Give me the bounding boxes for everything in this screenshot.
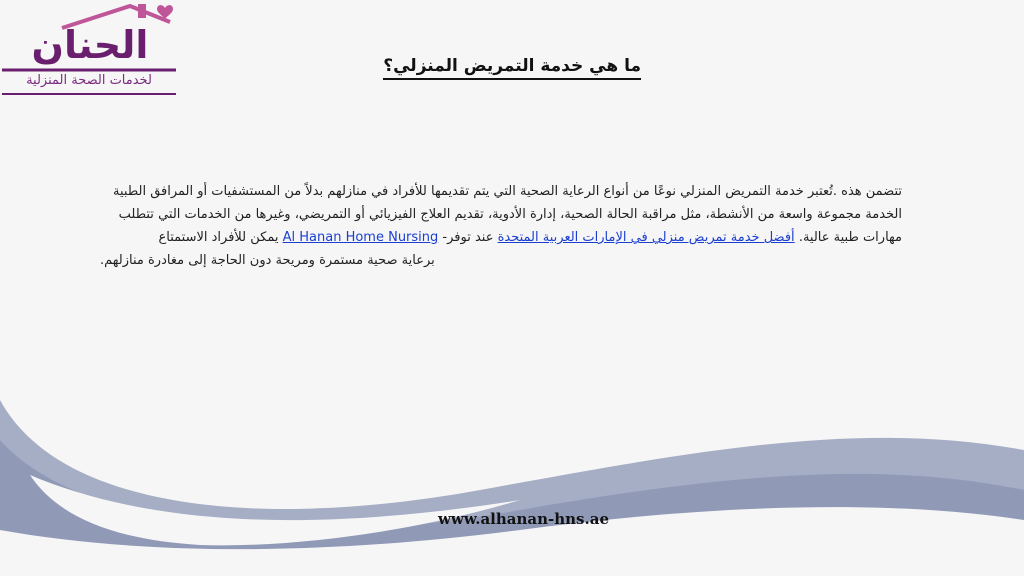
page-title: ما هي خدمة التمريض المنزلي؟	[383, 56, 641, 80]
paragraph-line-3	[100, 226, 902, 249]
best-home-nursing-uae-link[interactable]: أفضل خدمة تمريض منزلي في الإمارات العربية المتحدة	[497, 230, 795, 245]
paragraph-line-3-prefix: مهارات طبية عالية.	[798, 230, 902, 245]
paragraph-line-3-suffix: يمكن للأفراد الاستمتاع	[158, 230, 283, 245]
website-url: www.alhanan-hns.ae	[438, 510, 609, 528]
logo-wordmark: الحنان	[31, 23, 149, 67]
paragraph-line-1: تتضمن هذه .تُعتبر خدمة التمريض المنزلي نوعًا من أنواع الرعاية الصحية التي يتم تقديمها للأفراد في منازلهم بدلاً من المستشفيات أو المرافق الطبية	[113, 184, 902, 199]
brand-logo	[0, 0, 182, 100]
logo-tagline: لخدمات الصحة المنزلية	[26, 73, 152, 88]
body-paragraph	[100, 180, 902, 272]
paragraph-line-4: برعاية صحية مستمرة ومريحة دون الحاجة إلى مغادرة منازلهم.	[100, 253, 435, 268]
al-hanan-home-nursing-link[interactable]: Al Hanan Home Nursing	[282, 230, 439, 245]
paragraph-line-2: الخدمة مجموعة واسعة من الأنشطة، مثل مراقبة الحالة الصحية، إدارة الأدوية، تقديم العلاج الفيزيائي أو التمريضي، وغيرها من الخدمات التي تتطلب	[118, 207, 902, 222]
decorative-wave-graphic	[0, 380, 1024, 576]
paragraph-line-3-mid: عند توفر-	[438, 230, 498, 245]
